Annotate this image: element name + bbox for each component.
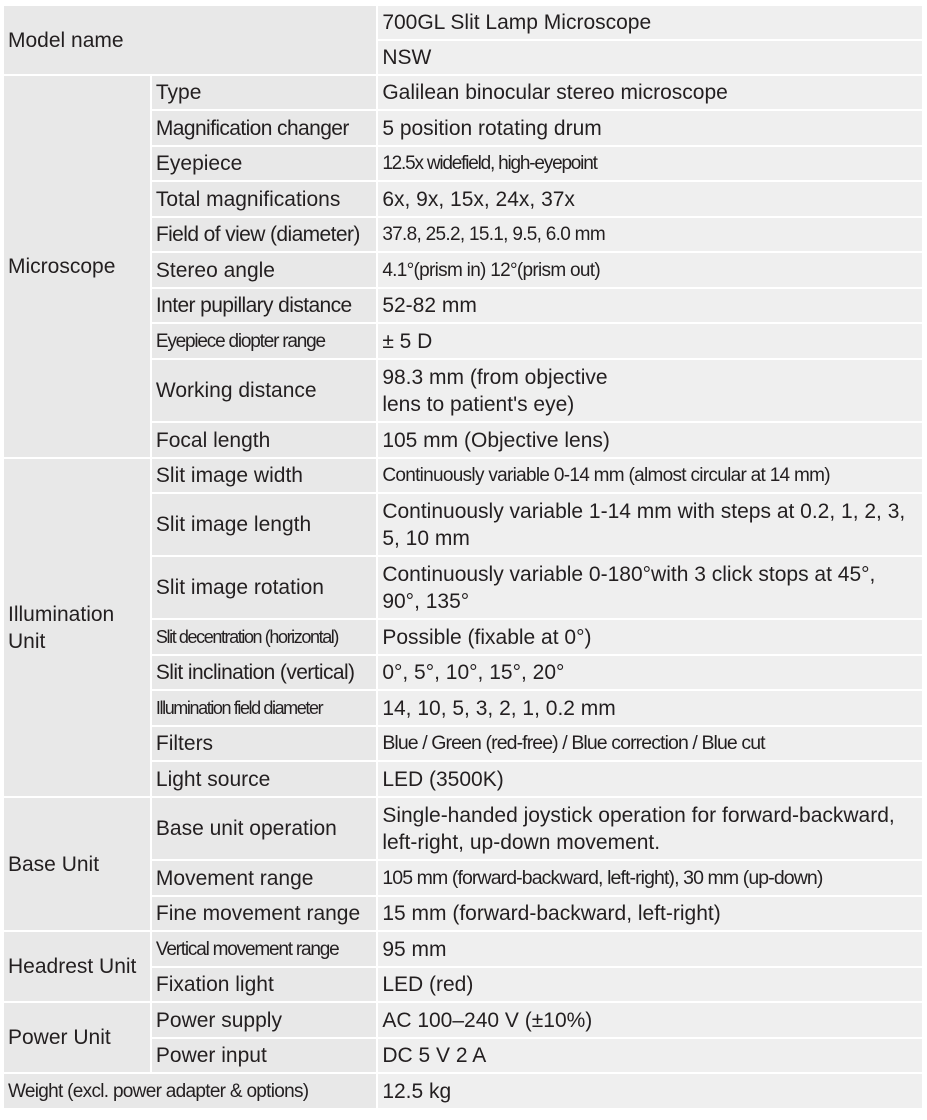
table-row (3, 931, 923, 967)
section-title-microscope: Microscope (3, 75, 151, 458)
row-value: 98.3 mm (from objective lens to patient's eye) (377, 359, 923, 422)
row-label: Magnification changer (151, 110, 377, 146)
row-label: Inter pupillary distance (151, 288, 377, 323)
row-value: Single-handed joystick operation for forward-backward, left-right, up-down movement. (377, 797, 923, 860)
row-label: Base unit operation (151, 797, 377, 860)
row-value: 105 mm (Objective lens) (377, 422, 923, 458)
section-title-headrest-unit: Headrest Unit (3, 931, 151, 1002)
row-value: 14, 10, 5, 3, 2, 1, 0.2 mm (377, 690, 923, 726)
row-label: Fixation light (151, 967, 377, 1002)
row-label: Power supply (151, 1002, 377, 1038)
row-label: Slit decentration (horizontal) (151, 619, 377, 655)
row-label: Vertical movement range (151, 931, 377, 967)
row-label: Working distance (151, 359, 377, 422)
specifications-table (2, 4, 924, 1110)
row-label: Slit inclination (vertical) (151, 655, 377, 690)
table-row (3, 5, 923, 40)
section-title-power-unit: Power Unit (3, 1002, 151, 1073)
row-value: Possible (fixable at 0°) (377, 619, 923, 655)
table-row (3, 1073, 923, 1109)
spec-sheet (2, 4, 924, 1110)
row-value: Galilean binocular stereo microscope (377, 75, 923, 110)
row-value: 37.8, 25.2, 15.1, 9.5, 6.0 mm (377, 217, 923, 252)
row-value: 105 mm (forward-backward, left-right), 30 mm (up-down) (377, 860, 923, 896)
row-label: Movement range (151, 860, 377, 896)
row-label: Focal length (151, 422, 377, 458)
section-title-base-unit: Base Unit (3, 797, 151, 931)
row-value: Continuously variable 0-180°with 3 click stops at 45°, 90°, 135° (377, 556, 923, 619)
section-title-illumination-unit: Illumination Unit (3, 458, 151, 797)
row-label: Slit image width (151, 458, 377, 493)
row-label: Stereo angle (151, 252, 377, 288)
row-value: 0°, 5°, 10°, 15°, 20° (377, 655, 923, 690)
row-value: 12.5x widefield, high-eyepoint (377, 146, 923, 181)
row-value: 4.1°(prism in) 12°(prism out) (377, 252, 923, 288)
row-label: Type (151, 75, 377, 110)
model-name-value: 700GL Slit Lamp Microscope (377, 5, 923, 40)
table-row (3, 458, 923, 493)
row-label: Illumination field diameter (151, 690, 377, 726)
row-value: Blue / Green (red-free) / Blue correction / Blue cut (377, 726, 923, 761)
row-value: DC 5 V 2 A (377, 1038, 923, 1073)
row-label: Light source (151, 761, 377, 797)
row-value: 15 mm (forward-backward, left-right) (377, 896, 923, 931)
table-row (3, 1002, 923, 1038)
row-value: 5 position rotating drum (377, 110, 923, 146)
weight-label: Weight (excl. power adapter & options) (3, 1073, 377, 1109)
row-label: Fine movement range (151, 896, 377, 931)
row-value: 52-82 mm (377, 288, 923, 323)
row-value: Continuously variable 1-14 mm with steps at 0.2, 1, 2, 3, 5, 10 mm (377, 493, 923, 556)
row-value: 6x, 9x, 15x, 24x, 37x (377, 181, 923, 217)
table-row (3, 797, 923, 860)
row-label: Total magnifications (151, 181, 377, 217)
row-label: Eyepiece diopter range (151, 323, 377, 359)
table-row (3, 75, 923, 110)
row-label: Slit image rotation (151, 556, 377, 619)
row-label: Filters (151, 726, 377, 761)
row-value: AC 100–240 V (±10%) (377, 1002, 923, 1038)
row-label: Field of view (diameter) (151, 217, 377, 252)
row-value: Continuously variable 0-14 mm (almost circular at 14 mm) (377, 458, 923, 493)
model-code-value: NSW (377, 40, 923, 75)
row-value: 95 mm (377, 931, 923, 967)
row-label: Power input (151, 1038, 377, 1073)
row-label: Slit image length (151, 493, 377, 556)
weight-value: 12.5 kg (377, 1073, 923, 1109)
row-value: LED (red) (377, 967, 923, 1002)
model-name-label: Model name (3, 5, 377, 75)
row-value: ± 5 D (377, 323, 923, 359)
row-label: Eyepiece (151, 146, 377, 181)
row-value: LED (3500K) (377, 761, 923, 797)
